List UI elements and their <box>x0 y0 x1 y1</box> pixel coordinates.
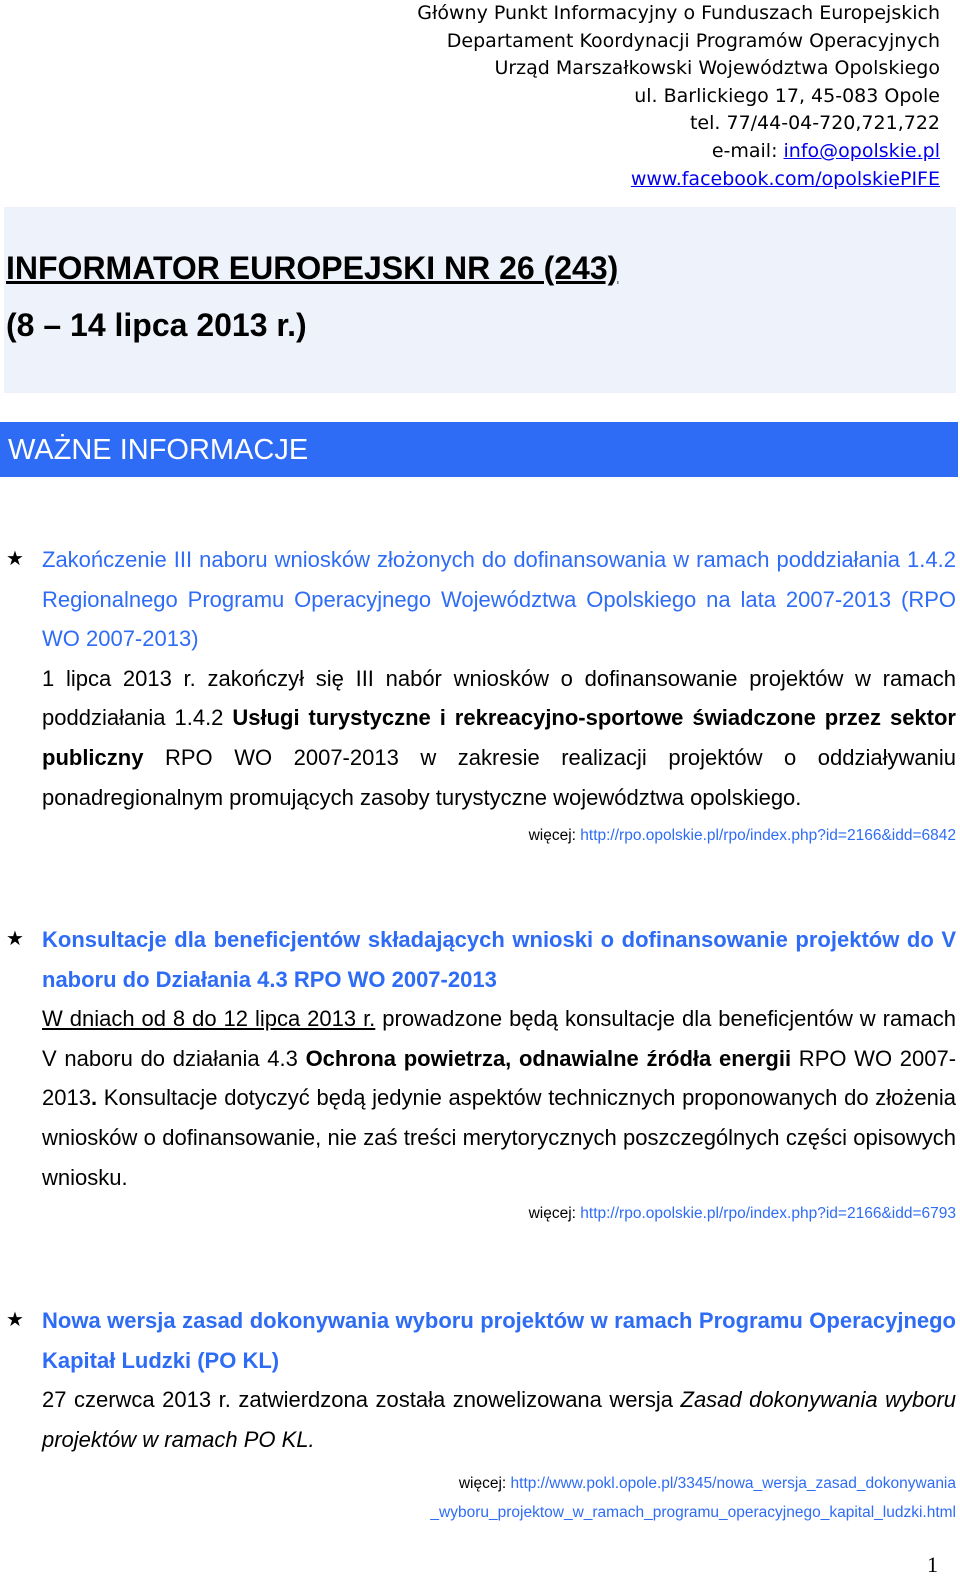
body-bold-text: Ochrona powietrza, odnawialne źródła energii <box>305 1045 792 1071</box>
more-label: więcej: <box>528 1205 581 1223</box>
newsletter-title: INFORMATOR EUROPEJSKI NR 26 (243) <box>6 250 619 286</box>
more-link[interactable]: http://rpo.opolskie.pl/rpo/index.php?id=2166&idd=6842 <box>580 827 956 845</box>
news-item-2 <box>6 920 957 1228</box>
body-text: RPO WO 2007-2013 w zakresie realizacji projektów o oddziaływaniu ponadregionalnym promujących zasoby turystyczne województwa opolskiego. <box>42 744 956 810</box>
header-email-line <box>340 138 940 166</box>
more-link-line <box>42 1469 956 1498</box>
section-header-bar <box>0 422 958 477</box>
body-underlined-text: W dniach od 8 do 12 lipca 2013 r. <box>42 1006 376 1032</box>
star-bullet-icon: ★ <box>6 548 24 570</box>
news-body <box>42 999 956 1197</box>
news-item-1 <box>6 540 956 850</box>
more-label: więcej: <box>528 827 581 845</box>
more-link-continued[interactable]: _wyboru_projektow_w_ramach_programu_operacyjnego_kapital_ludzki.html <box>430 1504 956 1522</box>
news-heading: Zakończenie III naboru wniosków złożonych do dofinansowania w ramach poddziałania 1.4.2 Regionalnego Programu Operacyjnego Województwa Opolskiego na lata 2007-2013 (RPO WO 2007-2013) <box>42 547 956 652</box>
body-italic-text: Zasad dokonywania wyboru projektów w ramach PO KL. <box>42 1387 957 1452</box>
star-bullet-icon: ★ <box>6 928 24 950</box>
more-link-line <box>42 1199 956 1228</box>
newsletter-date-range: (8 – 14 lipca 2013 r.) <box>6 307 307 343</box>
more-link-line <box>42 821 956 850</box>
more-link[interactable]: http://rpo.opolskie.pl/rpo/index.php?id=2166&idd=6793 <box>580 1205 956 1223</box>
header-office: Urząd Marszałkowski Województwa Opolskiego <box>494 57 940 80</box>
news-heading: Konsultacje dla beneficjentów składających wnioski o dofinansowanie projektów do V naboru do Działania 4.3 RPO WO 2007-2013 <box>42 927 956 992</box>
more-link[interactable]: http://www.pokl.opole.pl/3345/nowa_wersja_zasad_dokonywania <box>510 1475 956 1493</box>
header-phone: tel. 77/44-04-720,721,722 <box>689 112 940 135</box>
email-link[interactable]: info@opolskie.pl <box>783 139 940 162</box>
contact-header <box>340 0 940 193</box>
email-label: e-mail: <box>711 139 784 162</box>
header-organization: Główny Punkt Informacyjny o Funduszach Europejskich <box>417 2 940 24</box>
more-label: więcej: <box>458 1475 511 1493</box>
header-address: ul. Barlickiego 17, 45-083 Opole <box>634 84 940 107</box>
title-band <box>4 207 956 393</box>
facebook-link[interactable]: www.facebook.com/opolskiePIFE <box>630 167 940 190</box>
more-link-line-continued <box>42 1498 956 1527</box>
body-text: RPO WO 2007-2013 <box>42 1045 957 1111</box>
body-text: Konsultacje dotyczyć będą jedynie aspektów technicznych proponowanych do złożenia wniosków o dofinansowanie, nie zaś treści merytorycznych poszczególnych części opisowych wniosku. <box>42 1085 956 1190</box>
header-facebook-line <box>340 166 940 194</box>
page-number: 1 <box>927 1552 938 1577</box>
star-bullet-icon: ★ <box>6 1309 24 1331</box>
section-title: WAŻNE INFORMACJE <box>8 434 309 466</box>
body-text: prowadzone będą konsultacje dla beneficjentów w ramach V naboru do działania 4.3 <box>42 1006 956 1071</box>
news-item-3 <box>6 1301 957 1527</box>
body-text: 1 lipca 2013 r. zakończył się III nabór wniosków o dofinansowanie projektów w ramach poddziałania 1.4.2 <box>42 665 956 731</box>
header-department: Departament Koordynacji Programów Operacyjnych <box>446 29 940 52</box>
body-bold-text: Usługi turystyczne i rekreacyjno-sportowe świadczone przez sektor publiczny <box>42 705 956 770</box>
body-bold-text: . <box>90 1085 98 1111</box>
news-heading: Nowa wersja zasad dokonywania wyboru projektów w ramach Programu Operacyjnego Kapitał Ludzki (PO KL) <box>42 1308 956 1373</box>
news-body <box>42 659 956 817</box>
body-text: 27 czerwca 2013 r. zatwierdzona została znowelizowana wersja <box>42 1387 681 1413</box>
news-body <box>42 1380 956 1459</box>
